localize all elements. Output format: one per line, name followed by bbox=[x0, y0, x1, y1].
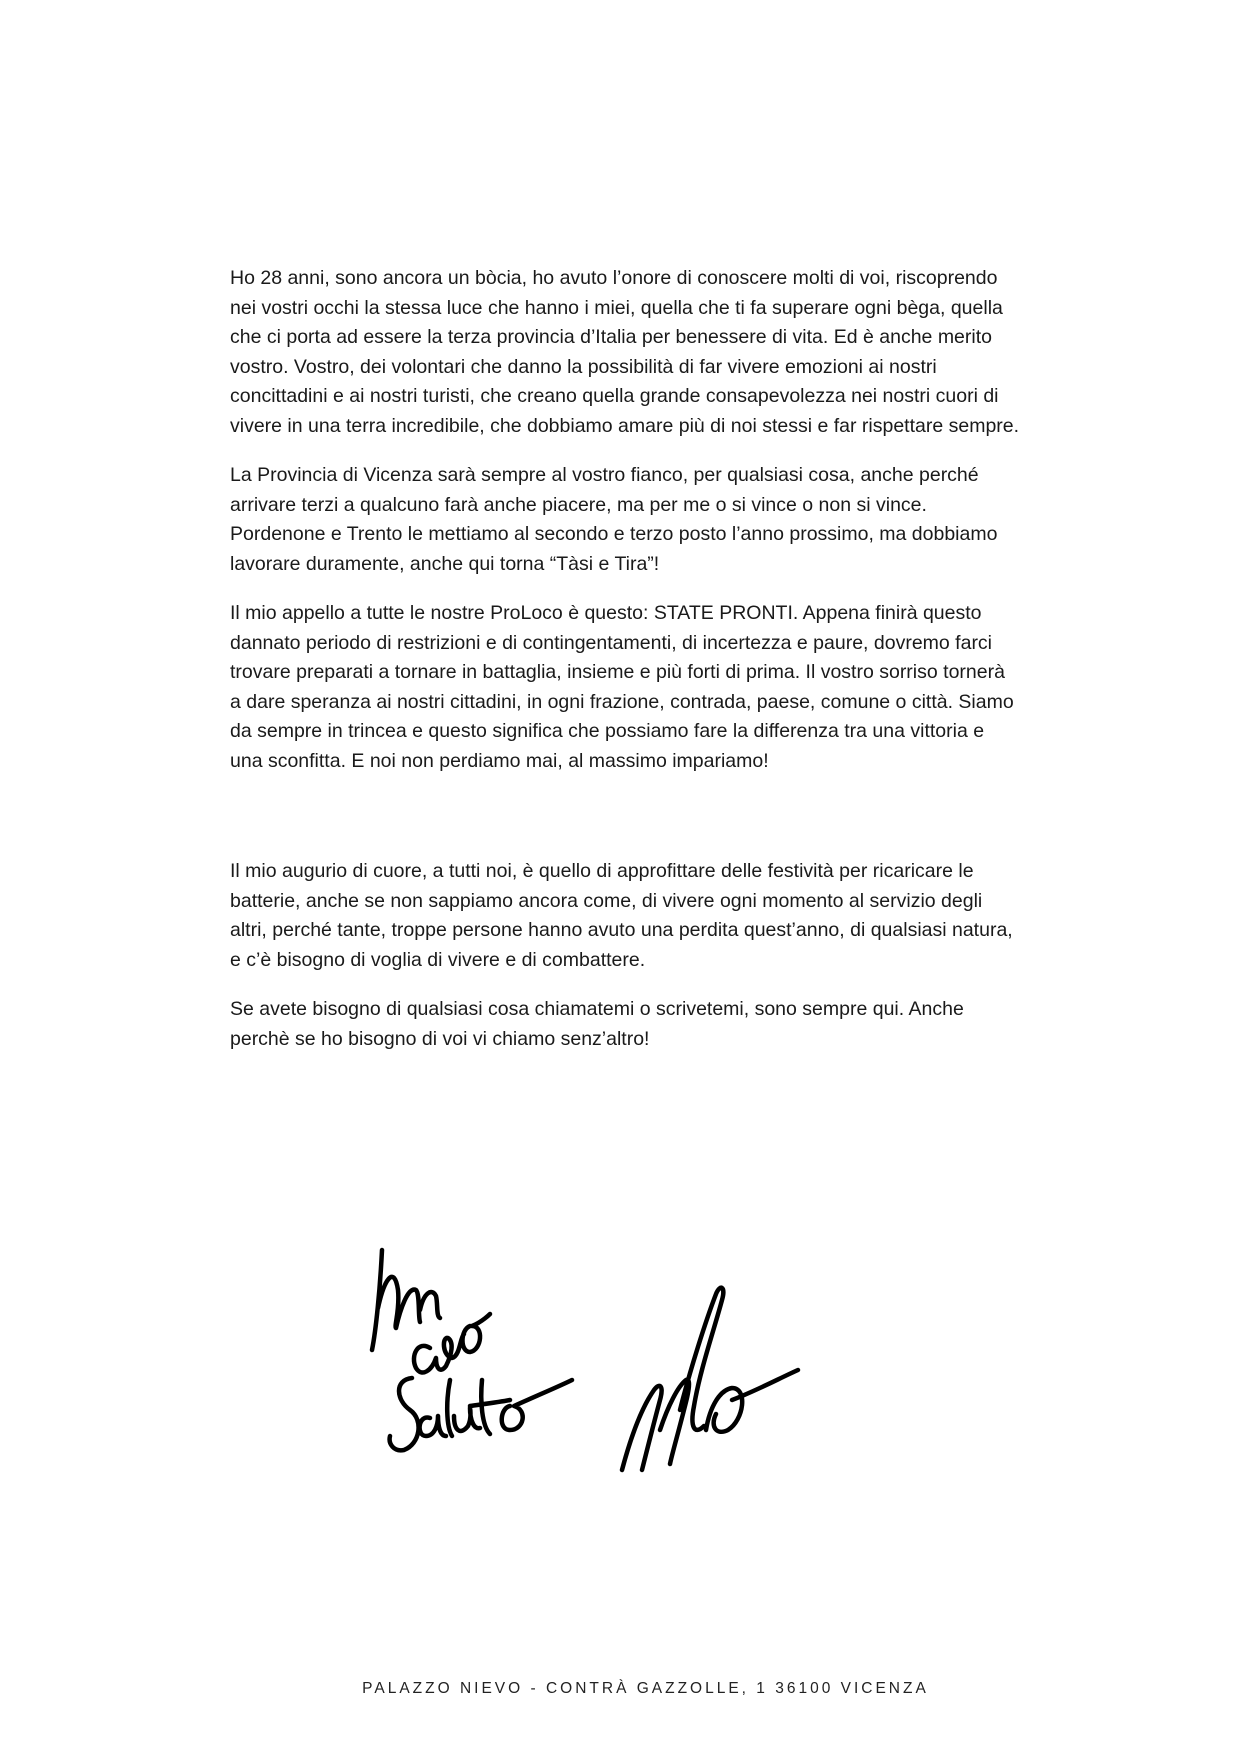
handwritten-signature bbox=[360, 1230, 850, 1490]
signature-stroke-saluto bbox=[390, 1378, 572, 1450]
signature-stroke-initials bbox=[622, 1288, 798, 1470]
letter-paragraph-2: La Provincia di Vicenza sarà sempre al vostro fianco, per qualsiasi cosa, anche perché arrivare terzi a qualcuno farà anche piacere, ma per me o si vince o non si vince. Pordenone e Trento le mettiamo al secondo e terzo posto l’anno prossimo, ma dobbiamo lavorare duramente, anche qui torna “Tàsi e Tira”! bbox=[230, 464, 998, 575]
footer-address: PALAZZO NIEVO - CONTRÀ GAZZOLLE, 1 36100 VICENZA bbox=[362, 1680, 929, 1697]
letter-paragraph-1: Ho 28 anni, sono ancora un bòcia, ho avuto l’onore di conoscere molti di voi, riscoprendo nei vostri occhi la stessa luce che hanno i miei, quella che ti fa superare ogni bèga, quella che ci porta ad essere la terza provincia d’Italia per benessere di vita. Ed è anche merito vostro. Vostro, dei volontari che danno la possibilità di far vivere emozioni ai nostri concittadini e ai nostri turisti, che creano quella grande consapevolezza nei nostri cuori di vivere in una terra incredibile, che dobbiamo amare più di noi stessi e far rispettare sempre. bbox=[230, 267, 1020, 437]
letter-paragraph-4: Il mio augurio di cuore, a tutti noi, è quello di approfittare delle festività per ricaricare le batterie, anche se non sappiamo ancora come, di vivere ogni momento al servizio degli altri, perché tante, troppe persone hanno avuto una perdita quest’anno, di qualsiasi natura, e c’è bisogno di voglia di vivere e di combattere. bbox=[230, 860, 1013, 971]
letter-body bbox=[230, 264, 1020, 1054]
signature-stroke-un bbox=[372, 1250, 440, 1350]
letter-paragraph-3: Il mio appello a tutte le nostre ProLoco è questo: STATE PRONTI. Appena finirà questo dannato periodo di restrizioni e di contingentamenti, di incertezza e paure, dovremo farci trovare preparati a tornare in battaglia, insieme e più forti di prima. Il vostro sorriso tornerà a dare speranza ai nostri cittadini, in ogni frazione, contrada, paese, comune o città. Siamo da sempre in trincea e questo significa che possiamo fare la differenza tra una vittoria e una sconfitta. E noi non perdiamo mai, al massimo impariamo! bbox=[230, 602, 1014, 772]
letter-paragraph-5: Se avete bisogno di qualsiasi cosa chiamatemi o scrivetemi, sono sempre qui. Anche perchè se ho bisogno di voi vi chiamo senz’altro! bbox=[230, 998, 964, 1050]
signature-stroke-caro bbox=[414, 1314, 490, 1373]
